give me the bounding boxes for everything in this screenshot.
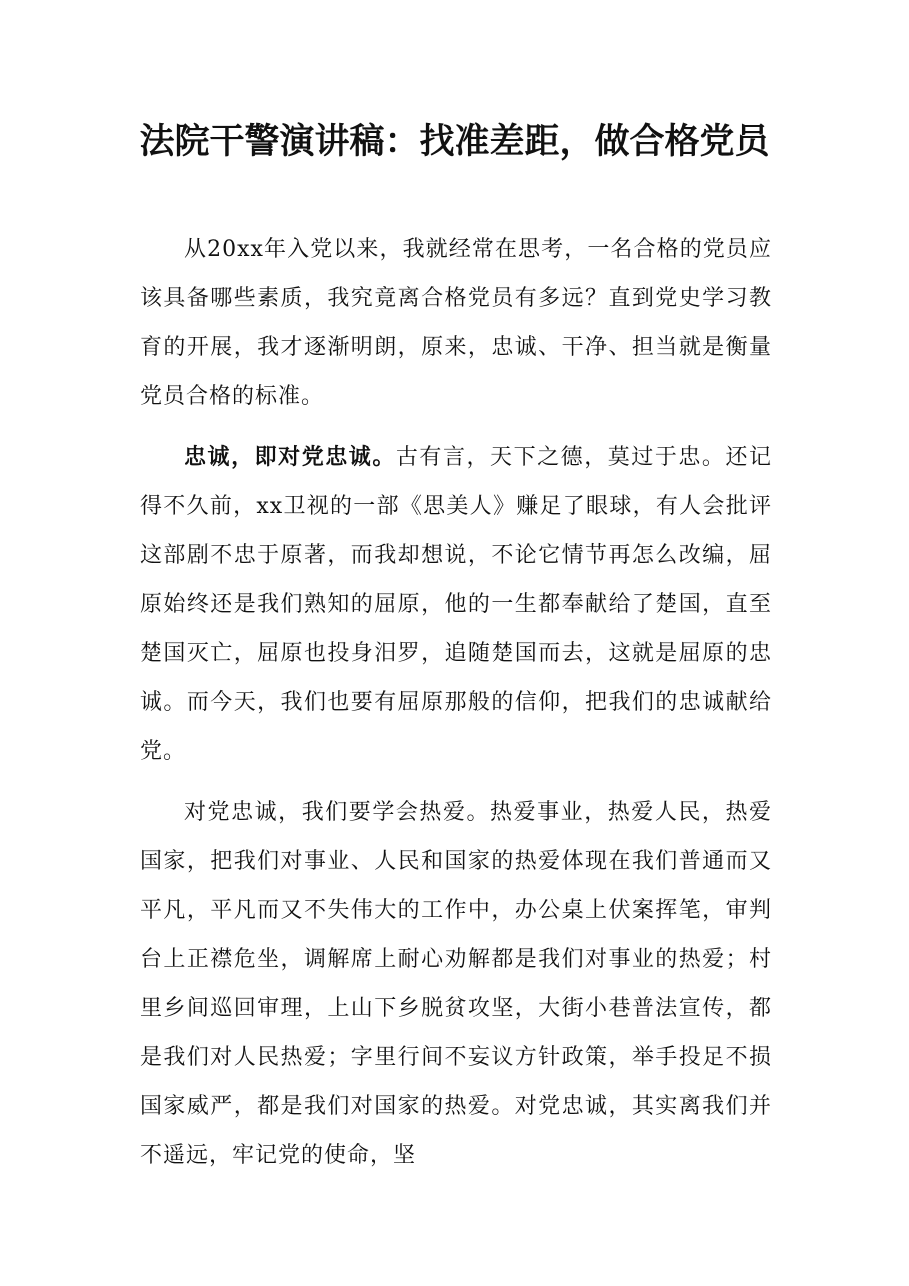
document-body (140, 225, 772, 1192)
paragraph-text: 对党忠诚，我们要学会热爱。热爱事业，热爱人民，热爱国家，把我们对事业、人民和国家的热爱体现在我们普通而又平凡，平凡而又不失伟大的工作中，办公桌上伏案挥笔，审判台上正襟危坐，调解席上耐心劝解都是我们对事业的热爱；村里乡间巡回审理，上山下乡脱贫攻坚，大街小巷普法宣传，都是我们对人民热爱；字里行间不妄议方针政策，举手投足不损国家威严，都是我们对国家的热爱。对党忠诚，其实离我们并不遥远，牢记党的使命，坚 (140, 800, 772, 1168)
paragraph-2 (140, 433, 772, 776)
paragraph-lead: 忠诚，即对党忠诚。 (184, 444, 396, 470)
paragraph-1 (140, 225, 772, 421)
paragraph-3 (140, 788, 772, 1180)
paragraph-text: 从20xx年入党以来，我就经常在思考，一名合格的党员应该具备哪些素质，我究竟离合格党员有多远？直到党史学习教育的开展，我才逐渐明朗，原来，忠诚、干净、担当就是衡量党员合格的标准。 (140, 237, 772, 409)
document-title: 法院干警演讲稿：找准差距，做合格党员 (139, 121, 770, 162)
paragraph-text: 古有言，天下之德，莫过于忠。还记得不久前，xx卫视的一部《思美人》赚足了眼球，有人会批评这部剧不忠于原著，而我却想说，不论它情节再怎么改编，屈原始终还是我们熟知的屈原，他的一生都奉献给了楚国，直至楚国灭亡，屈原也投身汨罗，追随楚国而去，这就是屈原的忠诚。而今天，我们也要有屈原那般的信仰，把我们的忠诚献给党。 (140, 445, 772, 764)
